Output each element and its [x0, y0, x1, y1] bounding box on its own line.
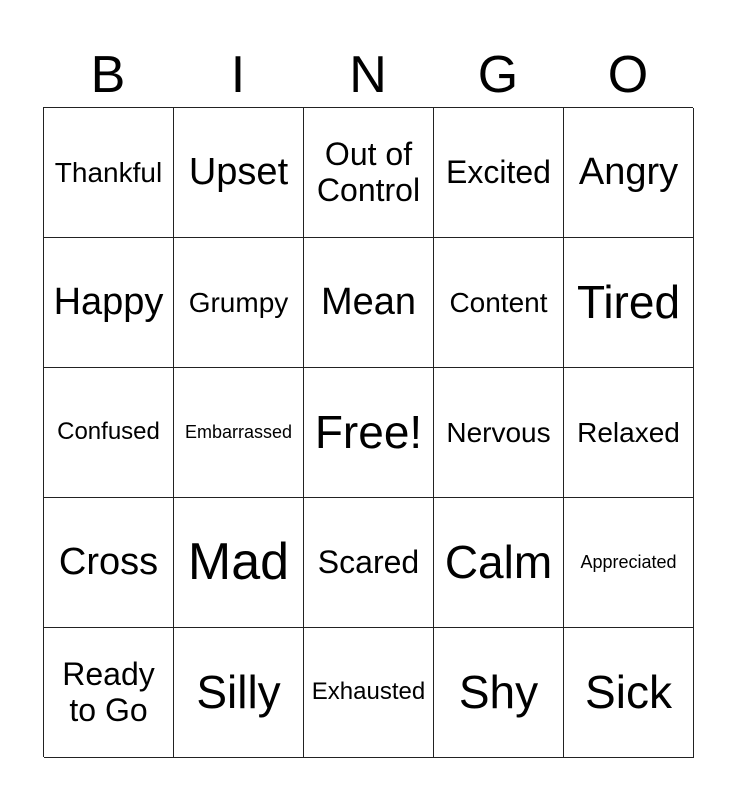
bingo-cell[interactable]: Mean	[304, 238, 434, 368]
bingo-cell[interactable]: Cross	[44, 498, 174, 628]
bingo-cell[interactable]: Calm	[434, 498, 564, 628]
bingo-cell[interactable]: Confused	[44, 368, 174, 498]
bingo-cell[interactable]: Ready to Go	[44, 628, 174, 758]
bingo-cell[interactable]: Thankful	[44, 108, 174, 238]
bingo-cell[interactable]: Nervous	[434, 368, 564, 498]
header-letter-g: G	[477, 46, 519, 104]
bingo-cell[interactable]: Exhausted	[304, 628, 434, 758]
bingo-cell[interactable]: Happy	[44, 238, 174, 368]
bingo-cell[interactable]: Out of Control	[304, 108, 434, 238]
bingo-cell[interactable]: Content	[434, 238, 564, 368]
bingo-cell[interactable]: Embarrassed	[174, 368, 304, 498]
bingo-cell[interactable]: Tired	[564, 238, 694, 368]
bingo-cell[interactable]: Mad	[174, 498, 304, 628]
header-letter-i: I	[230, 46, 246, 104]
bingo-cell[interactable]: Grumpy	[174, 238, 304, 368]
bingo-cell[interactable]: Sick	[564, 628, 694, 758]
bingo-cell[interactable]: Scared	[304, 498, 434, 628]
bingo-cell[interactable]: Silly	[174, 628, 304, 758]
bingo-cell[interactable]: Upset	[174, 108, 304, 238]
bingo-cell[interactable]: Appreciated	[564, 498, 694, 628]
free-space-cell[interactable]: Free!	[304, 368, 434, 498]
bingo-board	[43, 107, 693, 757]
bingo-cell[interactable]: Angry	[564, 108, 694, 238]
header-letter-b: B	[90, 46, 126, 104]
header-letter-o: O	[607, 46, 649, 104]
bingo-header	[43, 44, 693, 106]
bingo-cell[interactable]: Relaxed	[564, 368, 694, 498]
bingo-cell[interactable]: Excited	[434, 108, 564, 238]
header-letter-n: N	[349, 46, 387, 104]
bingo-cell[interactable]: Shy	[434, 628, 564, 758]
